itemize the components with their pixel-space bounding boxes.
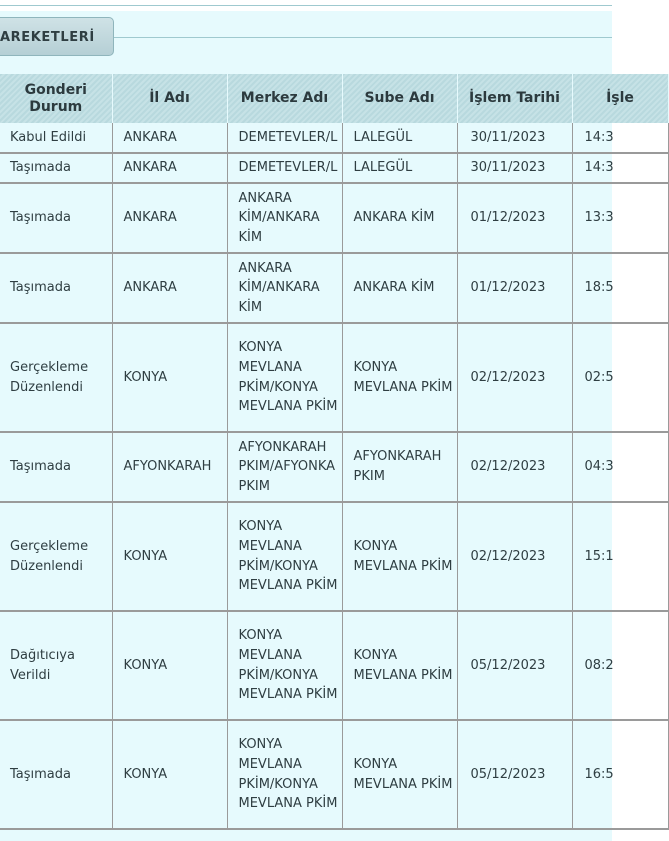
cell-branch: KONYA MEVLANA PKİM xyxy=(342,502,457,611)
section-title-tab xyxy=(0,17,114,56)
cell-date: 01/12/2023 xyxy=(457,253,572,323)
cell-center: KONYA MEVLANA PKİM/KONYA MEVLANA PKİM xyxy=(227,611,342,720)
cell-center: DEMETEVLER/L xyxy=(227,123,342,153)
cell-time: 15:1 xyxy=(572,502,668,611)
cell-center: ANKARA KİM/ANKARA KİM xyxy=(227,253,342,323)
table-header-row xyxy=(0,74,668,123)
cell-date: 05/12/2023 xyxy=(457,720,572,829)
section-divider xyxy=(114,37,612,38)
column-header-branch[interactable]: Sube Adı xyxy=(342,74,457,123)
cell-date: 30/11/2023 xyxy=(457,153,572,183)
cell-status: Gerçekleme Düzenlendi xyxy=(0,502,112,611)
table-row xyxy=(0,153,668,183)
cell-branch: KONYA MEVLANA PKİM xyxy=(342,611,457,720)
cell-date: 02/12/2023 xyxy=(457,432,572,502)
top-divider xyxy=(0,5,612,6)
cell-status: Taşımada xyxy=(0,432,112,502)
table-row xyxy=(0,183,668,253)
cell-center: KONYA MEVLANA PKİM/KONYA MEVLANA PKİM xyxy=(227,502,342,611)
cell-city: KONYA xyxy=(112,323,227,432)
shipment-movements-table xyxy=(0,74,669,830)
cell-city: ANKARA xyxy=(112,123,227,153)
cell-city: ANKARA xyxy=(112,253,227,323)
cell-city: ANKARA xyxy=(112,183,227,253)
cell-branch: ANKARA KİM xyxy=(342,183,457,253)
column-header-date[interactable]: İşlem Tarihi xyxy=(457,74,572,123)
cell-status: Dağıtıcıya Verildi xyxy=(0,611,112,720)
cell-city: KONYA xyxy=(112,502,227,611)
table-row xyxy=(0,253,668,323)
cell-time: 02:5 xyxy=(572,323,668,432)
section-title: AREKETLERİ xyxy=(0,30,95,45)
column-header-status[interactable]: Gonderi Durum xyxy=(0,74,112,123)
cell-status: Taşımada xyxy=(0,720,112,829)
cell-status: Taşımada xyxy=(0,153,112,183)
cell-date: 02/12/2023 xyxy=(457,323,572,432)
cell-time: 14:3 xyxy=(572,123,668,153)
cell-center: KONYA MEVLANA PKİM/KONYA MEVLANA PKİM xyxy=(227,323,342,432)
cell-date: 01/12/2023 xyxy=(457,183,572,253)
cell-status: Taşımada xyxy=(0,183,112,253)
cell-status: Kabul Edildi xyxy=(0,123,112,153)
cell-branch: AFYONKARAH PKIM xyxy=(342,432,457,502)
column-header-center[interactable]: Merkez Adı xyxy=(227,74,342,123)
table-row xyxy=(0,123,668,153)
table-row xyxy=(0,611,668,720)
cell-branch: KONYA MEVLANA PKİM xyxy=(342,323,457,432)
cell-city: KONYA xyxy=(112,720,227,829)
cell-city: AFYONKARAH xyxy=(112,432,227,502)
cell-branch: LALEGÜL xyxy=(342,123,457,153)
cell-time: 04:3 xyxy=(572,432,668,502)
table-row xyxy=(0,720,668,829)
cell-time: 14:3 xyxy=(572,153,668,183)
table-row xyxy=(0,502,668,611)
cell-status: Taşımada xyxy=(0,253,112,323)
cell-status: Gerçekleme Düzenlendi xyxy=(0,323,112,432)
cell-branch: KONYA MEVLANA PKİM xyxy=(342,720,457,829)
cell-city: ANKARA xyxy=(112,153,227,183)
cell-center: AFYONKARAH PKIM/AFYONKA PKIM xyxy=(227,432,342,502)
cell-center: ANKARA KİM/ANKARA KİM xyxy=(227,183,342,253)
cell-city: KONYA xyxy=(112,611,227,720)
column-header-time[interactable]: İşle xyxy=(572,74,668,123)
cell-branch: LALEGÜL xyxy=(342,153,457,183)
cell-date: 02/12/2023 xyxy=(457,502,572,611)
cell-center: KONYA MEVLANA PKİM/KONYA MEVLANA PKİM xyxy=(227,720,342,829)
table-row xyxy=(0,323,668,432)
cell-center: DEMETEVLER/L xyxy=(227,153,342,183)
cell-date: 30/11/2023 xyxy=(457,123,572,153)
table-row xyxy=(0,432,668,502)
cell-branch: ANKARA KİM xyxy=(342,253,457,323)
column-header-city[interactable]: İl Adı xyxy=(112,74,227,123)
cell-date: 05/12/2023 xyxy=(457,611,572,720)
cell-time: 08:2 xyxy=(572,611,668,720)
cell-time: 16:5 xyxy=(572,720,668,829)
cell-time: 13:3 xyxy=(572,183,668,253)
cell-time: 18:5 xyxy=(572,253,668,323)
